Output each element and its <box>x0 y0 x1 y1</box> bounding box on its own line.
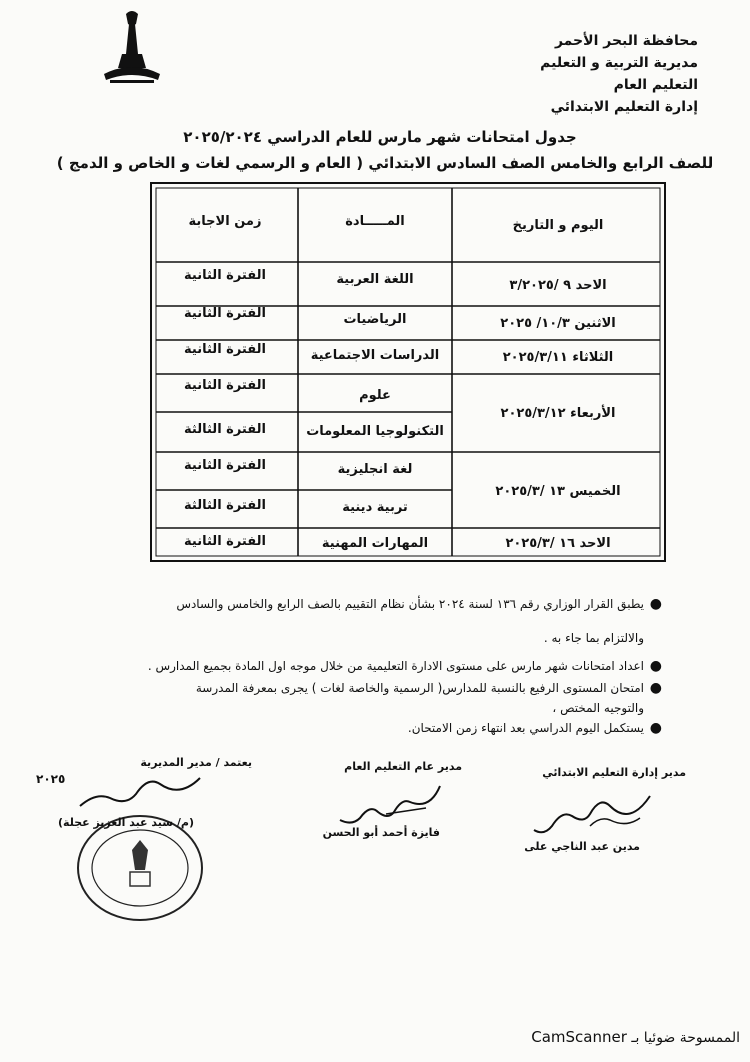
day-cell: الأربعاء ٢٠٢٥/٣/١٢ <box>500 406 616 421</box>
bullet-icon: ● <box>649 680 662 696</box>
header-primary-admin: إدارة التعليم الابتدائي <box>550 99 698 115</box>
subject-cell: لغة انجليزية <box>337 462 413 477</box>
subject-cell: اللغة العربية <box>336 272 414 287</box>
day-cell: الاحد ٩ /٣/٢٠٢٥ <box>509 278 607 293</box>
general-director-signature <box>330 778 450 828</box>
notes-list <box>62 594 662 738</box>
note-continuation: والتوجيه المختص ، <box>552 701 644 715</box>
time-cell: الفترة الثانية <box>184 306 266 321</box>
time-cell: الفترة الثالثة <box>184 498 266 513</box>
directorate-director-name: (م/ سيد عبد العزيز عجلة) <box>58 816 195 829</box>
time-cell: الفترة الثانية <box>184 342 266 357</box>
bullet-icon: ● <box>649 720 662 736</box>
note-text: امتحان المستوى الرفيع بالنسبة للمدارس( الرسمية والخاصة لغات ) يجرى بمعرفة المدرسة <box>195 681 644 695</box>
header-governorate: محافظة البحر الأحمر <box>554 33 698 49</box>
header-block <box>540 30 698 118</box>
header-day-date: اليوم و التاريخ <box>512 218 604 233</box>
subject-cell: علوم <box>359 388 391 403</box>
general-director-name: فايزة أحمد أبو الحسن <box>322 826 440 839</box>
footer-app-name: CamScanner <box>531 1028 627 1046</box>
exam-table <box>150 182 666 562</box>
note-text: يطبق القرار الوزاري رقم ١٣٦ لسنة ٢٠٢٤ بشأن نظام التقييم بالصف الرابع والخامس والسادس <box>176 597 644 611</box>
note-text: يستكمل اليوم الدراسي بعد انتهاء زمن الامتحان. <box>407 721 644 735</box>
note-continuation: والالتزام بما جاء به . <box>543 631 644 645</box>
directorate-director-title: يعتمد / مدير المديرية <box>140 756 252 769</box>
header-answer-time: زمن الاجابة <box>188 214 262 229</box>
note-item <box>62 678 662 698</box>
primary-director-signature <box>530 786 660 840</box>
bullet-icon: ● <box>649 596 662 612</box>
subject-cell: الرياضيات <box>343 312 407 327</box>
footer-prefix: الممسوحة ضوئيا بـ <box>631 1030 740 1046</box>
header-subject: المـــــادة <box>345 214 405 229</box>
header-directorate: مديرية التربية و التعليم <box>540 55 698 71</box>
ministry-logo <box>96 8 168 90</box>
note-text: اعداد امتحانات شهر مارس على مستوى الادارة التعليمية من خلال موجه اول المادة بجميع المدارس . <box>147 659 644 673</box>
header-general-education: التعليم العام <box>613 77 698 93</box>
subject-cell: التكنولوجيا المعلومات <box>306 424 444 439</box>
handwritten-date: ٢٠٢٥ <box>36 772 66 786</box>
day-cell: الاحد ١٦ /٢٠٢٥/٣ <box>505 536 611 551</box>
subject-cell: المهارات المهنية <box>321 536 429 551</box>
day-cell: الاثنين ١٠/٣/ ٢٠٢٥ <box>500 316 616 331</box>
schedule-subtitle: للصف الرابع والخامس الصف السادس الابتدائي ( العام و الرسمي لغات و الخاص و الدمج ) <box>56 154 714 172</box>
subject-cell: الدراسات الاجتماعية <box>310 348 440 363</box>
note-item <box>62 656 662 676</box>
scanner-footer <box>531 1028 740 1046</box>
time-cell: الفترة الثانية <box>184 378 266 393</box>
note-item <box>62 718 662 738</box>
time-cell: الفترة الثانية <box>184 458 266 473</box>
time-cell: الفترة الثانية <box>184 268 266 283</box>
subject-cell: تربية دينية <box>342 500 408 515</box>
bullet-icon: ● <box>649 658 662 674</box>
primary-director-name: مدين عبد الناجي على <box>524 840 640 853</box>
general-director-title: مدير عام التعليم العام <box>344 760 462 773</box>
day-cell: الخميس ١٣ /٢٠٢٥/٣ <box>495 484 621 499</box>
day-cell: الثلاثاء ٢٠٢٥/٣/١١ <box>502 350 614 365</box>
note-item <box>62 594 662 614</box>
primary-director-title: مدير إدارة التعليم الابتدائي <box>542 766 686 779</box>
schedule-title: جدول امتحانات شهر مارس للعام الدراسي ٢٠٢٥/٢٠٢٤ <box>183 128 577 146</box>
time-cell: الفترة الثانية <box>184 534 266 549</box>
time-cell: الفترة الثالثة <box>184 422 266 437</box>
